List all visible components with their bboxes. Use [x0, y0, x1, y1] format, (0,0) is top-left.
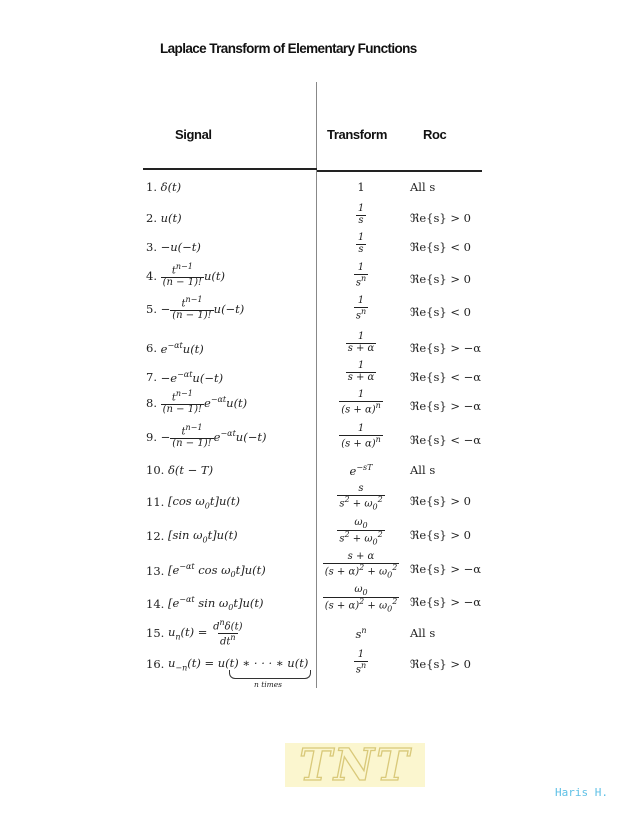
- page-title: Laplace Transform of Elementary Functions: [160, 41, 417, 56]
- roc-cell: ℜe{s} > −α: [410, 595, 482, 609]
- header-rule-right: [317, 170, 482, 172]
- transform-cell: $\frac{s}{s^2 + \omega_0^2}$: [339, 483, 383, 511]
- signal-cell: 13. [$e^{-\alpha t}$ $\cos \omega_0t]u(t)$: [146, 562, 266, 580]
- transform-cell: $e^{-sT}$: [349, 463, 373, 478]
- brace-label: n times: [254, 680, 283, 689]
- transform-cell: $\frac{1}{s^n}$: [355, 295, 367, 321]
- signal-cell: 4. $\frac{t^{n-1}}{(n - 1)!}$ u(t): [146, 262, 226, 288]
- transform-cell: $s^n$: [355, 626, 367, 641]
- roc-cell: All s: [410, 180, 436, 194]
- signal-cell: 1. δ(t): [146, 180, 182, 194]
- transform-cell: $\frac{1}{(s + \alpha)^n}$: [341, 423, 381, 449]
- signal-cell: 7. $-e^{-\alpha t}u(-t)$: [146, 370, 224, 385]
- header-signal: Signal: [175, 127, 212, 142]
- transform-cell: $\frac{\omega_0}{(s + \alpha)^2 + \omega_0^2}$: [324, 584, 398, 614]
- roc-cell: ℜe{s} > 0: [410, 494, 471, 508]
- roc-cell: ℜe{s} < 0: [410, 240, 471, 254]
- signal-cell: 15. $u_n(t)$ = $\frac{d^n\delta(t)}{dt^n}$: [146, 618, 243, 648]
- signal-cell: 2. u(t): [146, 211, 182, 225]
- signal-cell: 16. $u_{-n}(t) = u(t)$ ∗ · · · ∗ u(t): [146, 656, 309, 673]
- roc-cell: ℜe{s} > 0: [410, 528, 471, 542]
- roc-cell: ℜe{s} > −α: [410, 341, 482, 355]
- roc-cell: All s: [410, 463, 436, 477]
- transform-cell: $\frac{1}{(s + \alpha)^n}$: [341, 389, 381, 415]
- signal-cell: 3. −u(−t): [146, 240, 201, 254]
- transform-cell: $\frac{s + \alpha}{(s + \alpha)^2 + \omega_0^2}$: [324, 551, 398, 579]
- roc-cell: All s: [410, 626, 436, 640]
- transform-cell: $\frac{1}{s^n}$: [355, 262, 367, 288]
- roc-cell: ℜe{s} < −α: [410, 433, 482, 447]
- roc-cell: ℜe{s} < −α: [410, 370, 482, 384]
- signal-cell: 14. [$e^{-\alpha t}$ $\sin \omega_0t]u(t)$: [146, 595, 264, 613]
- roc-cell: ℜe{s} > −α: [410, 399, 482, 413]
- transform-cell: $\frac{1}{s}$: [357, 203, 365, 226]
- roc-cell: ℜe{s} < 0: [410, 305, 471, 319]
- header-rule: [143, 168, 317, 170]
- roc-cell: ℜe{s} > −α: [410, 562, 482, 576]
- transform-cell: $\frac{1}{s}$: [357, 232, 365, 255]
- roc-cell: ℜe{s} > 0: [410, 211, 471, 225]
- signal-cell: 9. − $\frac{t^{n-1}}{(n - 1)!}$ $e^{-\alpha t}u(-t)$: [146, 423, 267, 449]
- transform-cell: $\frac{\omega_0}{s^2 + \omega_0^2}$: [339, 517, 383, 547]
- transform-cell: $\frac{1}{s + \alpha}$: [347, 331, 375, 354]
- underbrace: [229, 670, 311, 679]
- signal-cell: 5. − $\frac{t^{n-1}}{(n - 1)!}$ u(−t): [146, 295, 245, 321]
- header-transform: Transform: [327, 127, 387, 142]
- author-credit: Haris H.: [555, 786, 608, 799]
- roc-cell: ℜe{s} > 0: [410, 272, 471, 286]
- transform-cell: $\frac{1}{s^n}$: [355, 649, 367, 675]
- signal-cell: 6. $e^{-\alpha t}u(t)$: [146, 341, 204, 356]
- transform-cell: $\frac{1}{s + \alpha}$: [347, 360, 375, 383]
- signal-cell: 11. [cos $\omega_0t]u(t)$: [146, 494, 240, 511]
- signal-cell: 12. [sin $\omega_0t]u(t)$: [146, 528, 238, 545]
- roc-cell: ℜe{s} > 0: [410, 657, 471, 671]
- signal-cell: 8. $\frac{t^{n-1}}{(n - 1)!}$ $e^{-\alpha t}u(t)$: [146, 389, 248, 415]
- header-roc: Roc: [423, 127, 447, 142]
- signal-cell: 10. δ(t − T): [146, 463, 214, 477]
- tnt-logo: TNT: [285, 743, 425, 787]
- transform-cell: 1: [357, 180, 365, 194]
